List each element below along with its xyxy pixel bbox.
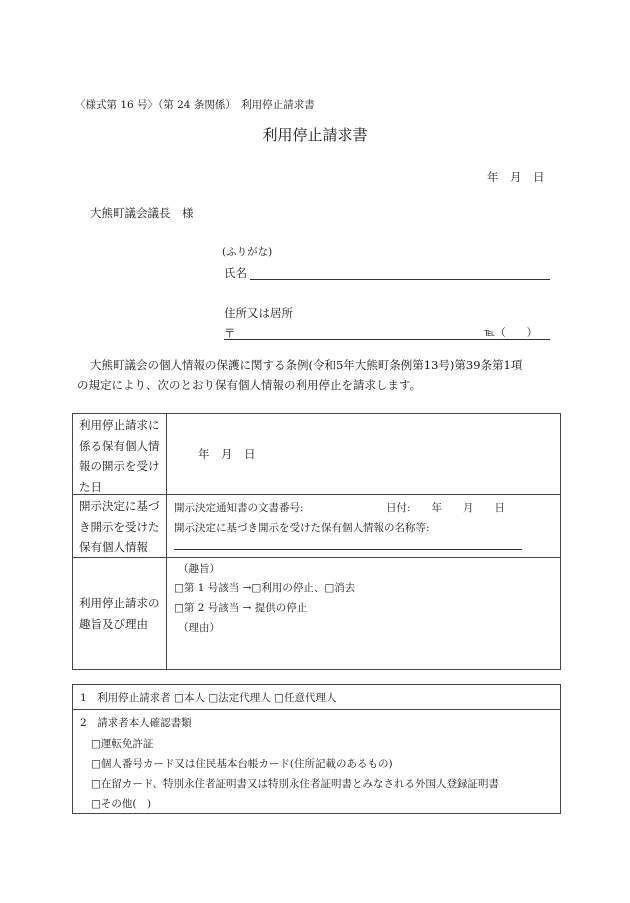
row2-label: 開示決定に基づ き開示を受けた 保有個人情報 bbox=[79, 499, 160, 554]
reason-label: （理由） bbox=[178, 622, 220, 634]
furigana-label: (ふりがな) bbox=[222, 246, 273, 258]
id-doc-residence-card[interactable]: □在留カード、特別永住者証明書又は特別永住者証明書とみなされる外国人登録証明書 bbox=[91, 778, 499, 790]
id-documents-title: 2 請求者本人確認書類 bbox=[80, 717, 192, 729]
name-label: 氏名 bbox=[224, 266, 247, 280]
addressee: 大熊町議会議長 様 bbox=[90, 206, 194, 220]
row3-label: 利用停止請求の 趣旨及び理由 bbox=[79, 596, 160, 631]
requester-type-line[interactable]: 1 利用停止請求者 □本人 □法定代理人 □任意代理人 bbox=[80, 692, 337, 704]
name-underline bbox=[250, 279, 550, 280]
address-underline bbox=[224, 339, 550, 340]
postal-mark: 〒 bbox=[224, 326, 236, 340]
date-line: 年 月 日 bbox=[487, 170, 545, 184]
option-item-1[interactable]: □第 1 号該当 →□利用の停止、□消去 bbox=[174, 582, 356, 594]
intro-line-2: の規定により、次のとおり保有個人情報の利用停止を請求します。 bbox=[77, 378, 422, 392]
table-column-divider bbox=[166, 413, 167, 670]
id-doc-other[interactable]: □その他( ) bbox=[91, 798, 152, 810]
form-reference: 〈様式第 16 号〉（第 24 条関係） 利用停止請求書 bbox=[75, 99, 315, 111]
info-name-label: 開示決定に基づき開示を受けた保有個人情報の名称等: bbox=[174, 522, 430, 534]
id-doc-mynumber-card[interactable]: □個人番号カード又は住民基本台帳カード(住所記載のあるもの) bbox=[91, 758, 393, 770]
option-item-2[interactable]: □第 2 号該当 → 提供の停止 bbox=[174, 602, 308, 614]
tel-label: ℡（ ） bbox=[484, 327, 538, 339]
disclosure-date-value: 年 月 日 bbox=[198, 447, 256, 461]
purpose-label: （趣旨） bbox=[178, 563, 220, 575]
info-name-underline bbox=[174, 549, 522, 550]
page-title: 利用停止請求書 bbox=[262, 126, 368, 144]
notice-date-label: 日付: 年 月 日 bbox=[386, 502, 506, 514]
requester-table-divider bbox=[72, 709, 561, 710]
doc-number-label: 開示決定通知書の文書番号: bbox=[174, 502, 304, 514]
row1-label: 利用停止請求に 係る保有個人情 報の開示を受け た日 bbox=[79, 418, 160, 494]
id-doc-drivers-license[interactable]: □運転免許証 bbox=[91, 738, 154, 750]
address-label: 住所又は居所 bbox=[224, 306, 293, 320]
intro-line-1: 大熊町議会の個人情報の保護に関する条例(令和5年大熊町条例第13号)第39条第1項 bbox=[90, 358, 523, 372]
